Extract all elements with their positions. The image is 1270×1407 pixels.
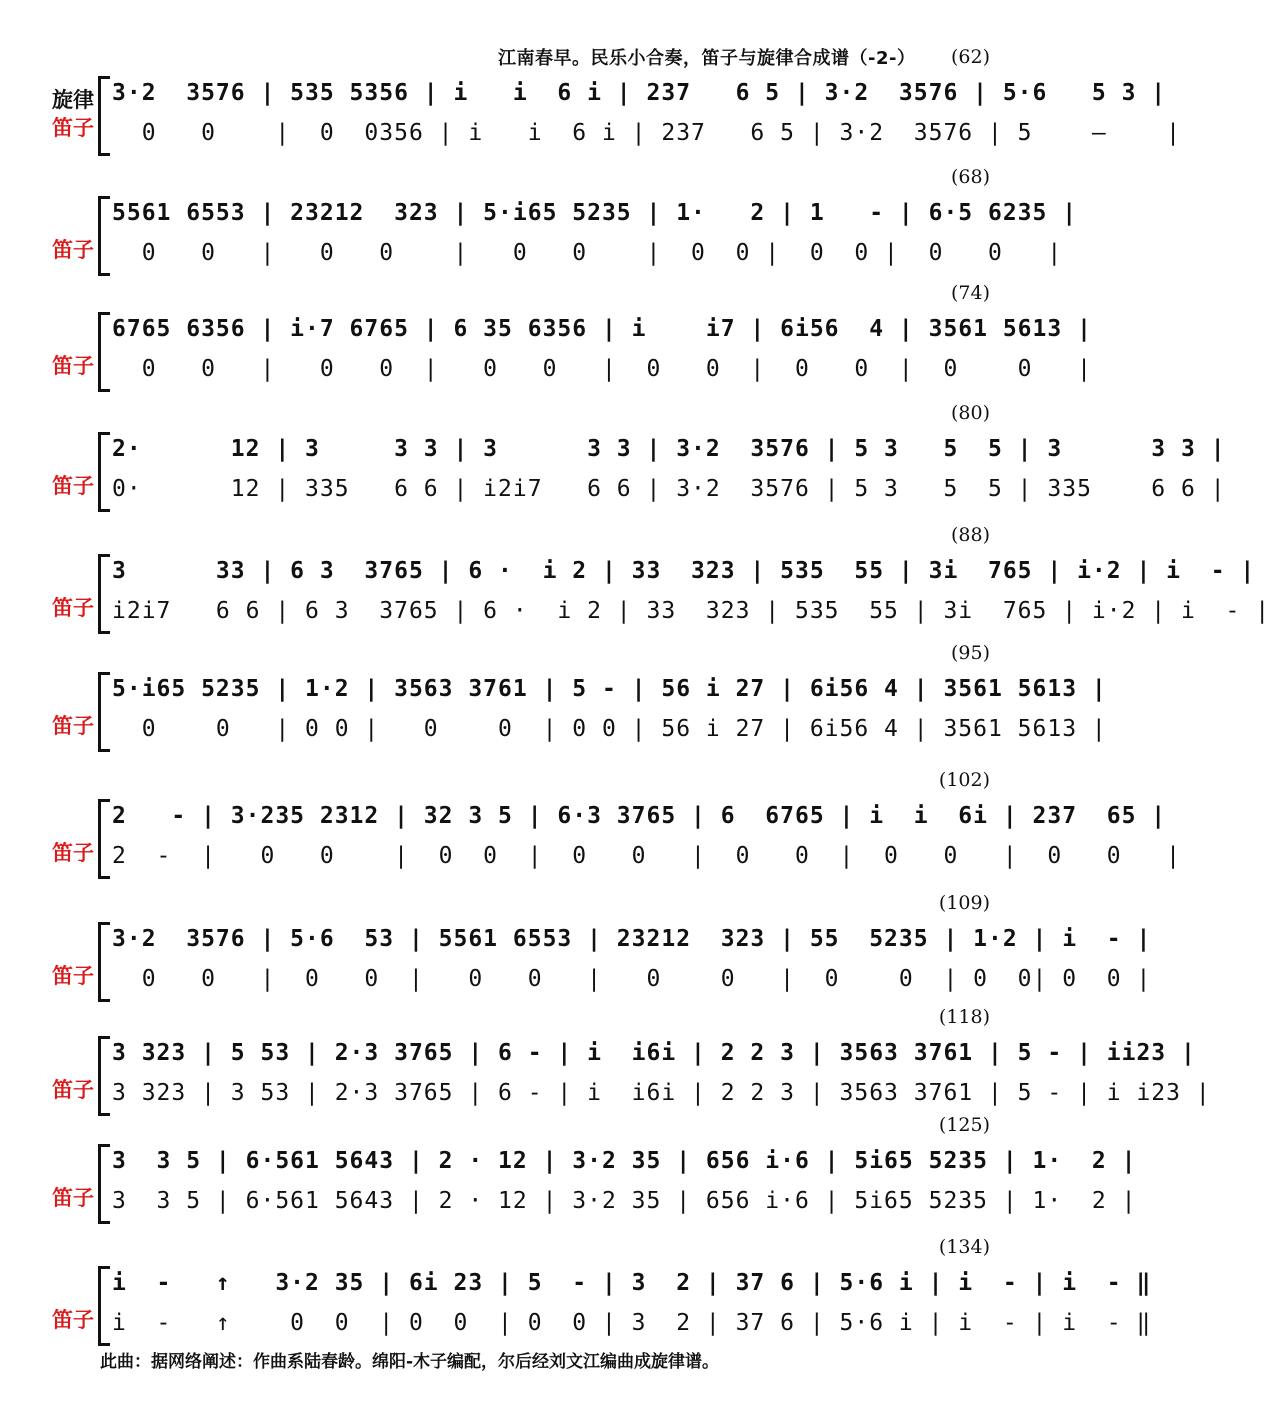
system-bracket (98, 1144, 110, 1224)
part-label-flute: 笛子 (52, 1186, 94, 1210)
lower-staff-line: 0 0 | 0 0 | 0 0 | 0 0 | 0 0 | 0 0 | (112, 356, 1092, 382)
upper-staff-line: 2· 12 | 3 3 3 | 3 3 3 | 3·2 3576 | 5 3 5 5 | 3 3 3 | (112, 436, 1226, 462)
upper-staff-line: 3·2 3576 | 535 5356 | i i 6 i | 237 6 5 | 3·2 3576 | 5·6 5 3 | (112, 80, 1167, 106)
lower-staff-line: i2i7 6 6 | 6 3 3765 | 6 · i 2 | 33 323 | 535 55 | 3i 765 | i·2 | i - | (112, 598, 1270, 624)
part-label-melody: 旋律 (52, 88, 94, 112)
system-bracket (98, 672, 110, 752)
page-header: 江南春早。民乐小合奏，笛子与旋律合成谱（-2-） (498, 48, 916, 69)
measure-number: (68) (950, 166, 990, 188)
part-label-flute: 笛子 (52, 474, 94, 498)
system-bracket (98, 76, 110, 156)
system-bracket (98, 1036, 110, 1116)
system-bracket (98, 432, 110, 512)
lower-staff-line: 0 0 | 0 0 | 0 0 | 0 0 | 0 0 | 0 0 | (112, 240, 1063, 266)
part-label-flute: 笛子 (52, 714, 94, 738)
measure-number: (125) (938, 1114, 990, 1136)
measure-number: (109) (938, 892, 990, 914)
footer-note: 此曲：据网络阐述：作曲系陆春龄。绵阳-木子编配，尔后经刘文江编曲成旋律谱。 (100, 1352, 720, 1372)
upper-staff-line: i - ↑ 3·2 35 | 6i 23 | 5 - | 3 2 | 37 6 | 5·6 i | i - | i - ‖ (112, 1270, 1152, 1296)
system-bracket (98, 1266, 110, 1346)
upper-staff-line: 3 33 | 6 3 3765 | 6 · i 2 | 33 323 | 535 55 | 3i 765 | i·2 | i - | (112, 558, 1256, 584)
part-label-flute: 笛子 (52, 238, 94, 262)
measure-number: (95) (950, 642, 990, 664)
upper-staff-line: 3 3 5 | 6·561 5643 | 2 · 12 | 3·2 35 | 656 i·6 | 5i65 5235 | 1· 2 | (112, 1148, 1137, 1174)
part-label-flute: 笛子 (52, 1308, 94, 1332)
lower-staff-line: 0 0 | 0 0 | 0 0 | 0 0 | 0 0 | 0 0| 0 0 | (112, 966, 1152, 992)
part-label-flute: 笛子 (52, 116, 94, 140)
part-label-flute: 笛子 (52, 354, 94, 378)
lower-staff-line: 0· 12 | 335 6 6 | i2i7 6 6 | 3·2 3576 | 5 3 5 5 | 335 6 6 | (112, 476, 1226, 502)
upper-staff-line: 2 - | 3·235 2312 | 32 3 5 | 6·3 3765 | 6 6765 | i i 6i | 237 65 | (112, 803, 1167, 829)
part-label-flute: 笛子 (52, 841, 94, 865)
system-bracket (98, 196, 110, 276)
upper-staff-line: 3 323 | 5 53 | 2·3 3765 | 6 - | i i6i | 2 2 3 | 3563 3761 | 5 - | ii23 | (112, 1040, 1196, 1066)
lower-staff-line: 2 - | 0 0 | 0 0 | 0 0 | 0 0 | 0 0 | 0 0 | (112, 843, 1181, 869)
upper-staff-line: 3·2 3576 | 5·6 53 | 5561 6553 | 23212 323 | 55 5235 | 1·2 | i - | (112, 926, 1152, 952)
measure-number: (134) (938, 1236, 990, 1258)
upper-staff-line: 6765 6356 | i·7 6765 | 6 35 6356 | i i7 | 6i56 4 | 3561 5613 | (112, 316, 1092, 342)
part-label-flute: 笛子 (52, 1078, 94, 1102)
lower-staff-line: 0 0 | 0 0356 | i i 6 i | 237 6 5 | 3·2 3576 | 5 — | (112, 120, 1181, 146)
system-bracket (98, 922, 110, 1002)
system-bracket (98, 554, 110, 634)
lower-staff-line: 3 3 5 | 6·561 5643 | 2 · 12 | 3·2 35 | 656 i·6 | 5i65 5235 | 1· 2 | (112, 1188, 1137, 1214)
lower-staff-line: 3 323 | 3 53 | 2·3 3765 | 6 - | i i6i | 2 2 3 | 3563 3761 | 5 - | i i23 | (112, 1080, 1211, 1106)
measure-number: (80) (950, 402, 990, 424)
part-label-flute: 笛子 (52, 964, 94, 988)
lower-staff-line: 0 0 | 0 0 | 0 0 | 0 0 | 56 i 27 | 6i56 4 | 3561 5613 | (112, 716, 1107, 742)
system-bracket (98, 312, 110, 392)
part-label-flute: 笛子 (52, 596, 94, 620)
measure-number: (118) (938, 1006, 990, 1028)
measure-number: (102) (938, 769, 990, 791)
upper-staff-line: 5561 6553 | 23212 323 | 5·i65 5235 | 1· 2 | 1 - | 6·5 6235 | (112, 200, 1078, 226)
measure-number: (74) (950, 282, 990, 304)
measure-number: (88) (950, 524, 990, 546)
measure-number: (62) (950, 46, 990, 68)
lower-staff-line: i - ↑ 0 0 | 0 0 | 0 0 | 3 2 | 37 6 | 5·6 i | i - | i - ‖ (112, 1310, 1152, 1336)
upper-staff-line: 5·i65 5235 | 1·2 | 3563 3761 | 5 - | 56 i 27 | 6i56 4 | 3561 5613 | (112, 676, 1107, 702)
system-bracket (98, 799, 110, 879)
